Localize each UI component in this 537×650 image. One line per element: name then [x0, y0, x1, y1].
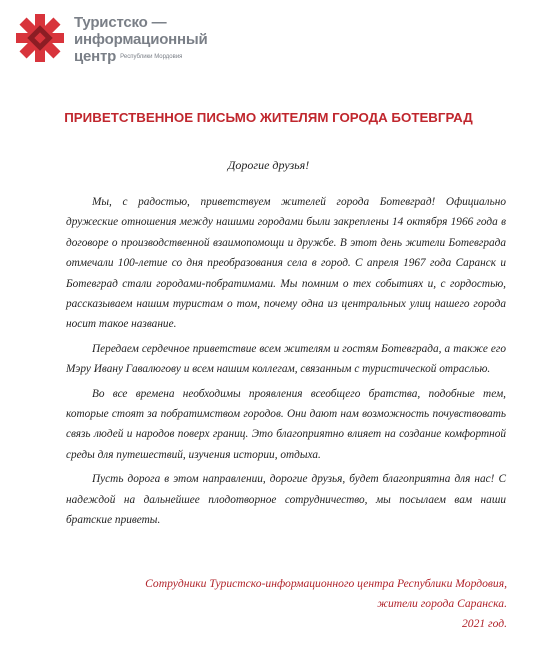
- signature-line-1: Сотрудники Туристско-информационного центра Республики Мордовия,: [145, 577, 507, 590]
- letter-title: ПРИВЕТСТВЕННОЕ ПИСЬМО ЖИТЕЛЯМ ГОРОДА БОТЕВГРАД: [64, 110, 473, 125]
- letter-signature: [145, 574, 507, 635]
- signature-line-2: жители города Саранска.: [377, 597, 507, 611]
- paragraph: Во все времена необходимы проявления всеобщего братства, подобные тем, которые стоят за побратимством городов. Они дают нам возможность почувствовать связь людей и народов поверх границ. Это благоприятно влияет на создание комфортной среды для путешествий, изучения истории, отдыха.: [66, 387, 506, 461]
- star-ornament-icon: [14, 12, 66, 64]
- logo-line-3: [74, 48, 208, 66]
- letter-greeting: Дорогие друзья!: [227, 158, 310, 172]
- paragraph: Мы, с радостью, приветствуем жителей города Ботевград! Официально дружеские отношения между нашими городами были закреплены 14 октября 1966 года в договоре о производственной взаимопомощи и дружбе. В этот день жители Ботевграда отмечали 100-летие со дня преобразования села в город. С апреля 1967 года Саранск и Ботевград стали городами-побратимами. Мы помним о тех событиях и, с гордостью, рассказываем нашим туристам о том, почему одна из центральных улиц нашего города носит такое название.: [66, 196, 506, 331]
- logo-line-1: Туристско —: [74, 14, 167, 31]
- header-logo: [14, 12, 314, 72]
- letter-body: [66, 192, 506, 535]
- logo-line-2: информационный: [74, 31, 208, 48]
- logo-line-3-text: центр: [74, 48, 117, 65]
- logo-subline: Республики Мордовия: [120, 53, 183, 60]
- paragraph: Пусть дорога в этом направлении, дорогие друзья, будет благоприятна для нас! С надеждой на дальнейшее плодотворное сотрудничество, мы посылаем вам наши братские приветы.: [66, 473, 506, 527]
- paragraph: Передаем сердечное приветствие всем жителям и гостям Ботевграда, а также его Мэру Ивану Гавалюгову и всем нашим коллегам, связанным с туристической отраслью.: [66, 342, 506, 376]
- signature-date: 2021 год.: [461, 617, 507, 631]
- logo-wordmark: [74, 14, 208, 66]
